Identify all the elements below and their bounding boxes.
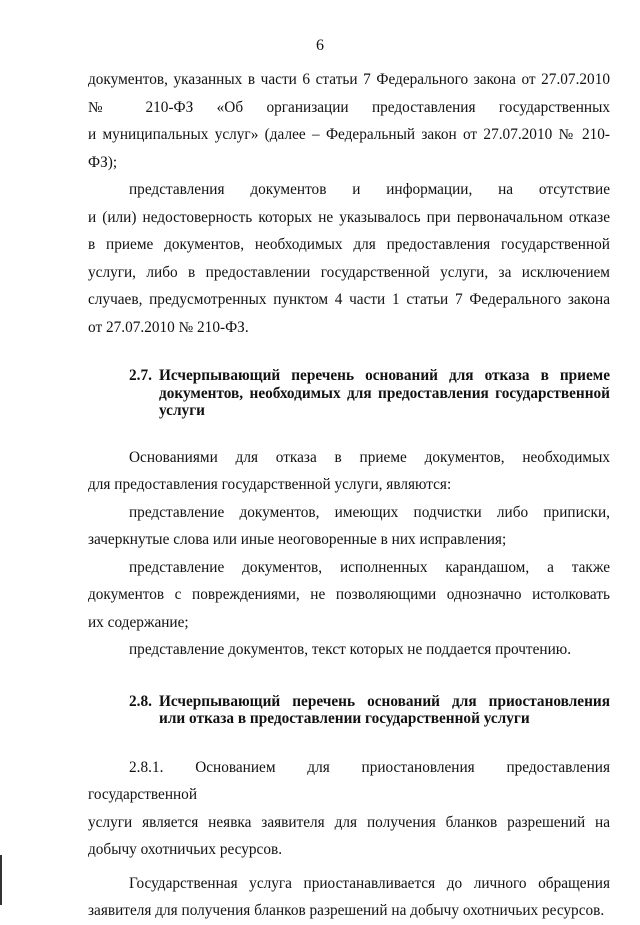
text-line: их содержание; xyxy=(88,613,189,631)
text-line: и (или) недостоверность которых не указывалось при первоначальном отказе xyxy=(88,208,610,226)
document-body xyxy=(88,66,610,925)
section-number: 2.7. xyxy=(129,367,152,384)
text-line: услуги является неявка заявителя для получения бланков разрешений на xyxy=(88,813,610,831)
text-line: Государственная услуга приостанавливается до личного обращения xyxy=(129,874,610,892)
section-title-line: Исчерпывающий перечень оснований для приостановления xyxy=(159,692,610,710)
text-line: представление документов, имеющих подчистки либо приписки, xyxy=(129,503,610,521)
text-line: случаев, предусмотренных пунктом 4 части 1 статьи 7 Федерального закона xyxy=(88,291,610,308)
paragraph xyxy=(88,444,610,499)
section-number: 2.8. xyxy=(129,692,152,710)
page-number: 6 xyxy=(316,37,324,54)
text-line: представления документов и информации, на отсутствие xyxy=(129,181,610,198)
section-heading-2-7 xyxy=(88,367,610,420)
text-line: в приеме документов, необходимых для предоставления государственной xyxy=(88,236,610,253)
text-line: услуги, либо в предоставлении государственной услуги, за исключением xyxy=(88,263,610,281)
section-title-line: документов, необходимых для предоставления государственной xyxy=(159,384,610,402)
text-line: зачеркнутые слова или иные неоговоренные в них исправления; xyxy=(88,531,507,548)
paragraph xyxy=(88,176,610,341)
text-line: Основаниями для отказа в приеме документов, необходимых xyxy=(129,448,610,466)
section-heading-2-8 xyxy=(88,693,610,728)
paragraph xyxy=(88,554,610,637)
paragraph xyxy=(88,636,610,664)
paragraph xyxy=(88,870,610,925)
text-line: № 210-ФЗ «Об организации предоставления государственных xyxy=(88,98,610,116)
text-line: от 27.07.2010 № 210-ФЗ. xyxy=(88,318,249,336)
text-line: добычу охотничьих ресурсов. xyxy=(88,841,283,858)
section-title-line: услуги xyxy=(159,402,205,419)
section-title-line: или отказа в предоставлении государственной услуги xyxy=(159,710,530,727)
paragraph xyxy=(88,754,610,864)
text-line: и муниципальных услуг» (далее – Федеральный закон от 27.07.2010 № 210-ФЗ); xyxy=(88,126,610,171)
scan-edge-mark xyxy=(0,855,2,905)
text-line: 2.8.1. Основанием для приостановления предоставления государственной xyxy=(88,758,610,803)
section-title-line: Исчерпывающий перечень оснований для отказа в приеме xyxy=(159,367,610,384)
text-line: заявителя для получения бланков разрешений на добычу охотничьих ресурсов. xyxy=(88,902,605,919)
paragraph xyxy=(88,499,610,554)
text-line: представление документов, исполненных карандашом, а также xyxy=(129,558,610,576)
text-line: документов с повреждениями, не позволяющими однозначно истолковать xyxy=(88,586,610,603)
text-line: документов, указанных в части 6 статьи 7 Федерального закона от 27.07.2010 xyxy=(88,71,610,88)
paragraph xyxy=(88,66,610,176)
text-line: для предоставления государственной услуги, являются: xyxy=(88,476,452,493)
text-line: представление документов, текст которых не поддается прочтению. xyxy=(129,641,572,658)
